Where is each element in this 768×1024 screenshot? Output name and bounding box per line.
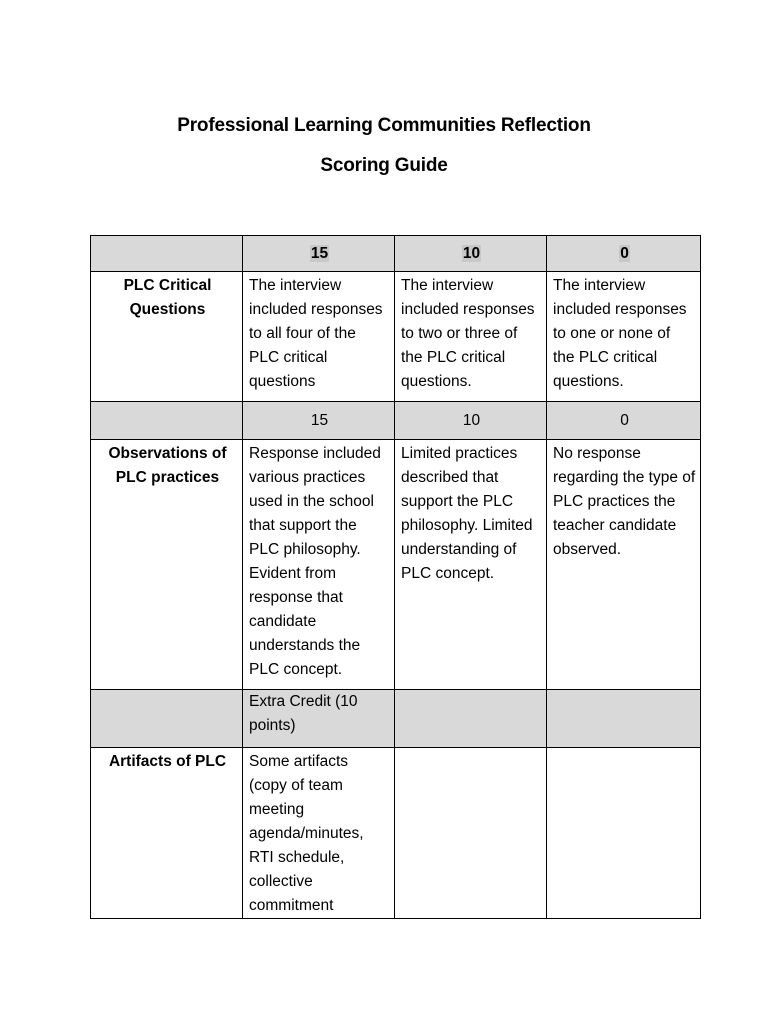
descriptor-cell: No response regarding the type of PLC practices the teacher candidate observed. bbox=[547, 440, 701, 690]
blank-cell bbox=[547, 690, 701, 748]
score-band-row bbox=[91, 402, 701, 440]
descriptor-cell: Some artifacts (copy of team meeting agenda/minutes, RTI schedule, collective commitment bbox=[243, 748, 395, 919]
document-title: Professional Learning Communities Reflection bbox=[177, 115, 591, 136]
blank-cell bbox=[395, 690, 547, 748]
score-cell: 10 bbox=[395, 236, 547, 272]
blank-cell bbox=[547, 748, 701, 919]
descriptor-cell: The interview included responses to one or none of the PLC critical questions. bbox=[547, 272, 701, 402]
criterion-row bbox=[91, 748, 701, 919]
extra-credit-label: Extra Credit (10 points) bbox=[243, 690, 395, 748]
score-cell: 0 bbox=[547, 236, 701, 272]
blank-cell bbox=[91, 402, 243, 440]
blank-cell bbox=[91, 236, 243, 272]
blank-cell bbox=[91, 690, 243, 748]
descriptor-cell: The interview included responses to all four of the PLC critical questions bbox=[243, 272, 395, 402]
score-cell: 15 bbox=[243, 236, 395, 272]
blank-cell bbox=[395, 748, 547, 919]
score-band-row bbox=[91, 236, 701, 272]
criterion-row bbox=[91, 440, 701, 690]
scoring-rubric-table bbox=[90, 235, 701, 919]
score-cell: 0 bbox=[547, 402, 701, 440]
criterion-label: Observations of PLC practices bbox=[91, 440, 243, 690]
descriptor-cell: Limited practices described that support the PLC philosophy. Limited understanding of PLC concept. bbox=[395, 440, 547, 690]
criterion-label: Artifacts of PLC bbox=[91, 748, 243, 919]
score-cell: 10 bbox=[395, 402, 547, 440]
descriptor-cell: Response included various practices used in the school that support the PLC philosophy. Evident from response that candidate understands the PLC concept. bbox=[243, 440, 395, 690]
score-cell: 15 bbox=[243, 402, 395, 440]
criterion-row bbox=[91, 272, 701, 402]
extra-credit-band-row bbox=[91, 690, 701, 748]
descriptor-cell: The interview included responses to two or three of the PLC critical questions. bbox=[395, 272, 547, 402]
criterion-label: PLC Critical Questions bbox=[91, 272, 243, 402]
document-subtitle: Scoring Guide bbox=[320, 155, 448, 176]
